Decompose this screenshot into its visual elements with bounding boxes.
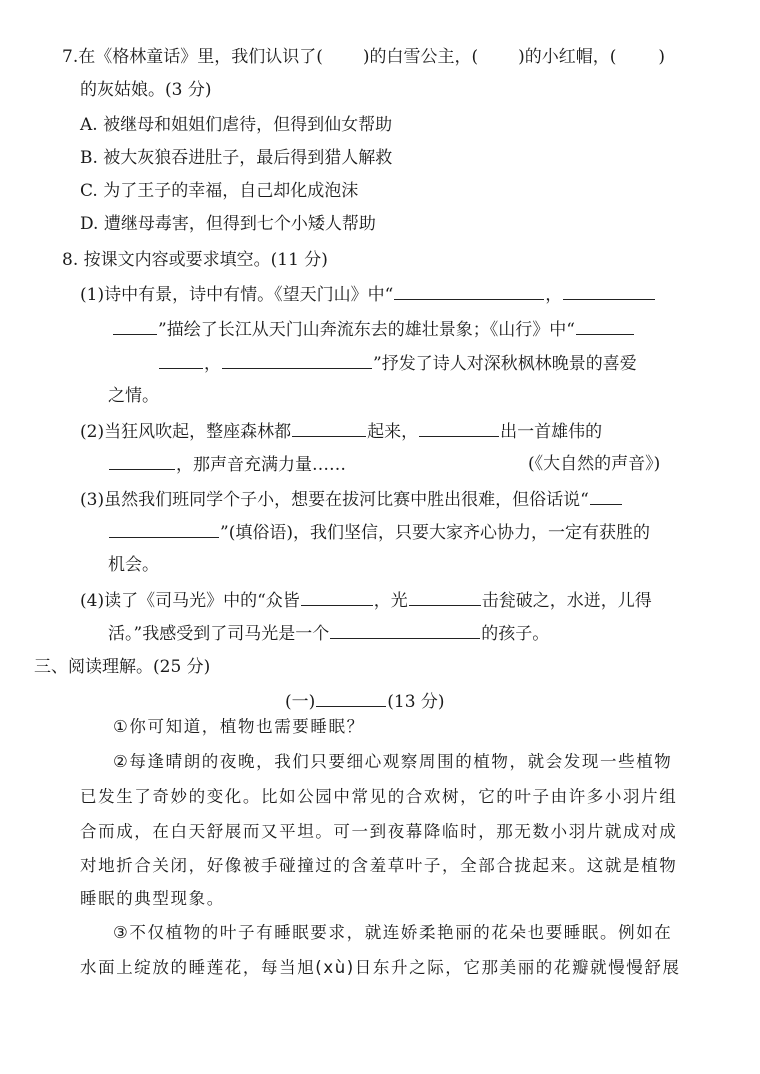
q7-stem-line [62,46,665,68]
q8-p2-text-d: ，那声音充满力量…… [176,455,346,475]
q8-p1-text-a: (1)诗中有景，诗中有情。《望天门山》中“ [80,285,394,305]
q8-p2-text-a: (2)当狂风吹起，整座森林都 [80,422,292,442]
q7-stem-end: 的灰姑娘。(3 分) [80,80,212,100]
q8-p2-source: (《大自然的声音》) [528,454,661,474]
q8-p1-blank-4[interactable] [222,352,372,369]
section3-sub-number: (一) [285,692,316,712]
q8-p4-text-c: 击瓮破之，水迸，儿得 [481,591,652,611]
q8-p1-line1 [80,283,656,306]
q8-p2-blank-3[interactable] [109,453,175,470]
q8-p1-line4: 之情。 [108,386,159,406]
q8-p3-blank-1-cont[interactable] [109,521,219,538]
section3-title-blank[interactable] [316,690,386,707]
reading-line-5: 对地折合关闭，好像被手碰撞过的含羞草叶子，全部合拢起来。这就是植物 [80,856,678,875]
reading-line-1: ①你可知道，植物也需要睡眠？ [113,717,365,736]
q7-option-c: C. 为了王子的幸福，自己却化成泡沫 [80,181,359,201]
q8-p1-text-e: ”抒发了诗人对深秋枫林晚景的喜爱 [373,354,637,374]
q8-p1-blank-3[interactable] [576,318,634,335]
q8-p2-blank-2[interactable] [419,420,499,437]
q7-stem-part-a: 在《格林童话》里，我们认识了( [78,47,323,67]
q8-p4-text-d: 活。”我感受到了司马光是一个 [108,624,330,644]
q8-p3-line1 [80,488,623,511]
q7-option-a: A. 被继母和姐姐们虐待，但得到仙女帮助 [80,115,393,135]
q8-p1-blank-3-cont[interactable] [159,352,203,369]
q7-option-b: B. 被大灰狼吞进肚子，最后得到猎人解救 [80,148,393,168]
q8-p3-line3: 机会。 [108,555,159,575]
q8-p4-text-b: ，光 [373,591,408,611]
section3-heading: 三、阅读理解。(25 分) [34,657,211,677]
q8-p2-line1 [80,420,602,443]
reading-line-4: 合而成，在白天舒展而又平坦。可一到夜幕降临时，那无数小羽片就成对成 [80,822,678,841]
q7-stem-part-b: )的白雪公主，( [362,47,479,67]
q8-p4-blank-3[interactable] [330,622,480,639]
q8-p4-text-e: 的孩子。 [481,624,550,644]
section3-subheading [285,690,445,713]
q8-heading: 8. 按课文内容或要求填空。(11 分) [62,250,328,270]
q8-p4-blank-2[interactable] [409,589,481,606]
q8-p1-blank-2[interactable] [563,283,655,300]
reading-line-6: 睡眠的典型现象。 [80,889,225,908]
q8-p3-text-a: (3)虽然我们班同学个子小，想要在拔河比赛中胜出很难，但俗话说“ [80,490,589,510]
reading-line-8: 水面上绽放的睡莲花，每当旭(xù)日东升之际，它那美丽的花瓣就慢慢舒展 [80,958,681,977]
q8-p2-line2 [108,453,346,476]
q8-p1-line2 [112,318,635,341]
reading-line-3: 已发生了奇妙的变化。比如公园中常见的合欢树，它的叶子由许多小羽片组 [80,787,678,806]
q8-p4-line2 [108,622,549,645]
q8-p1-text-c: ”描绘了长江从天门山奔流东去的雄壮景象；《山行》中“ [158,320,575,340]
q7-stem-part-d: ) [658,47,666,67]
q8-p3-text-b: ”(填俗语)，我们坚信，只要大家齐心协力，一定有获胜的 [220,523,650,543]
q7-option-d: D. 遭继母毒害，但得到七个小矮人帮助 [80,214,376,234]
reading-line-7: ③不仅植物的叶子有睡眠要求，就连娇柔艳丽的花朵也要睡眠。例如在 [113,923,673,942]
q8-p2-blank-1[interactable] [292,420,366,437]
q8-p4-line1 [80,589,652,612]
q8-p2-text-b: 起来， [367,422,419,442]
q8-p1-text-d: ， [204,354,221,374]
q8-p4-text-a: (4)读了《司马光》中的“众皆 [80,591,300,611]
q7-stem-part-c: )的小红帽，( [518,47,617,67]
q7-number: 7. [62,47,79,67]
q8-p1-blank-2-cont[interactable] [113,318,157,335]
section3-sub-score: (13 分) [387,692,445,712]
q8-p4-blank-1[interactable] [301,589,373,606]
reading-line-2: ②每逢晴朗的夜晚，我们只要细心观察周围的植物，就会发现一些植物 [113,752,673,771]
q8-p1-blank-1[interactable] [394,283,544,300]
q8-p1-line3 [158,352,637,375]
q8-p1-text-b: ， [545,285,563,305]
q8-p3-blank-1[interactable] [590,488,622,505]
q8-p2-text-c: 出一首雄伟的 [500,422,603,442]
q8-p3-line2 [108,521,650,544]
